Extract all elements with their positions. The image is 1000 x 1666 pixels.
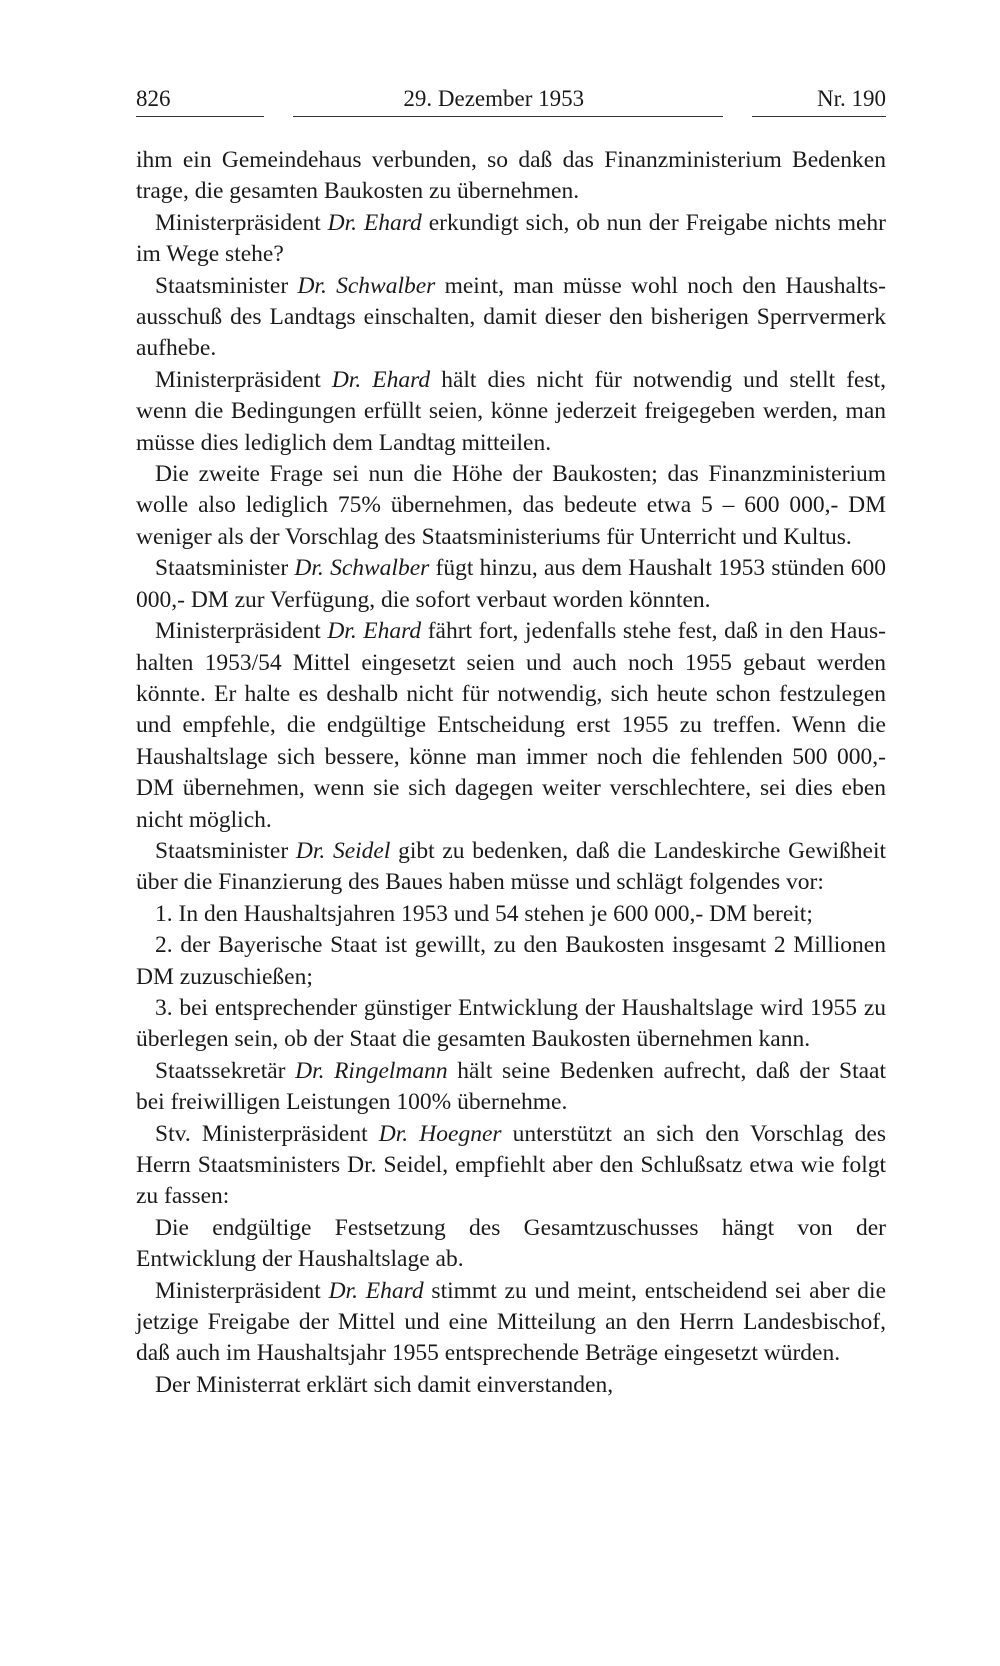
paragraph: Ministerpräsident Dr. Ehard erkundigt sich, ob nun der Freigabe nichts mehr im Wege stehe? [136,209,887,268]
header-rule-right [752,116,886,117]
paragraph: Staatsminister Dr. Seidel gibt zu bedenken, daß die Landeskirche Gewißheit über die Finanzierung des Baues haben müsse und schlägt folgendes vor: [136,837,887,896]
speaker-name: Dr. Ehard [331,366,431,393]
paragraph: Die zweite Frage sei nun die Höhe der Baukosten; das Finanzministerium wolle also lediglich 75% übernehmen, das bedeute etwa 5 – 600 000,- DM weniger als der Vorschlag des Staatsministeriums für Unterricht und Kultus. [136,461,886,550]
speaker-name: Dr. Seidel [295,837,391,864]
list-item: 3. bei entsprechender günstiger Entwicklung der Haushaltslage wird 1955 zu überlegen sein, ob der Staat die gesamten Baukosten übernehmen kann. [136,994,886,1053]
paragraph: Der Ministerrat erklärt sich damit einverstanden, [155,1371,614,1398]
speaker-name: Dr. Schwalber [294,555,430,582]
paragraph: ihm ein Gemeindehaus verbunden, so daß das Finanzministerium Bedenken trage, die gesamten Baukosten zu übernehmen. [136,147,886,205]
page-number: 826 [136,86,171,111]
paragraph: Staatsminister Dr. Schwalber fügt hinzu, aus dem Haushalt 1953 stünden 600 000,- DM zur Verfügung, die sofort verbaut worden könnten. [136,555,886,613]
paragraph: Ministerpräsident Dr. Ehard stimmt zu und meint, entscheidend sei aber die jetzige Freigabe der Mittel und eine Mitteilung an den Herrn Landesbischof, daß auch im Haushaltsjahr 1955 entsprechende Beträge eingesetzt würden. [136,1277,887,1367]
list-item: 1. In den Haushaltsjahren 1953 und 54 stehen je 600 000,- DM bereit; [155,900,813,927]
paragraph: Staatssekretär Dr. Ringelmann hält seine Bedenken aufrecht, daß der Staat bei freiwilligen Leistungen 100% übernehme. [136,1057,886,1116]
paragraph: Ministerpräsident Dr. Ehard fährt fort, jedenfalls stehe fest, daß in den Haus-halten 1953/54 Mittel eingesetzt seien und auch noch 1955 gebaut werden könnte. Er halte es deshalb nicht für notwendig, sich heute schon festzulegen und empfehle, die endgültige Entscheidung erst 1955 zu treffen. Wenn die Haushaltslage sich bessere, könne man immer noch die fehlenden 500 000,- DM übernehmen, wenn sie sich dagegen weiter verschlechtere, sei dies eben nicht möglich. [136,618,886,833]
issue-number: Nr. 190 [817,86,886,111]
body-text [136,145,886,1401]
speaker-name: Dr. Schwalber [297,272,436,299]
header-date: 29. Dezember 1953 [403,86,585,111]
speaker-name: Dr. Ehard [327,618,422,645]
header-rule-center [293,116,723,117]
paragraph: Stv. Ministerpräsident Dr. Hoegner unterstützt an sich den Vorschlag des Herrn Staatsministers Dr. Seidel, empfiehlt aber den Schlußsatz etwa wie folgt zu fassen: [136,1120,886,1210]
paragraph: Staatsminister Dr. Schwalber meint, man müsse wohl noch den Haushalts-ausschuß des Landtags einschalten, damit dieser den bisherigen Sperrvermerk aufhebe. [136,272,886,362]
speaker-name: Dr. Hoegner [378,1120,502,1147]
list-item: 2. der Bayerische Staat ist gewillt, zu den Baukosten insgesamt 2 Millionen DM zuzuschießen; [136,932,886,990]
speaker-name: Dr. Ehard [328,1277,424,1304]
speaker-name: Dr. Ehard [327,209,422,236]
paragraph: Ministerpräsident Dr. Ehard hält dies nicht für notwendig und stellt fest, wenn die Bedingungen erfüllt seien, könne jederzeit freigegeben werden, man müsse dies lediglich dem Landtag mitteilen. [136,366,886,456]
running-header [136,84,886,118]
document-page [136,0,886,1666]
header-rule-left [136,116,264,117]
speaker-name: Dr. Ringelmann [295,1057,448,1084]
paragraph: Die endgültige Festsetzung des Gesamtzuschusses hängt von der Entwicklung der Haushaltslage ab. [136,1214,886,1273]
